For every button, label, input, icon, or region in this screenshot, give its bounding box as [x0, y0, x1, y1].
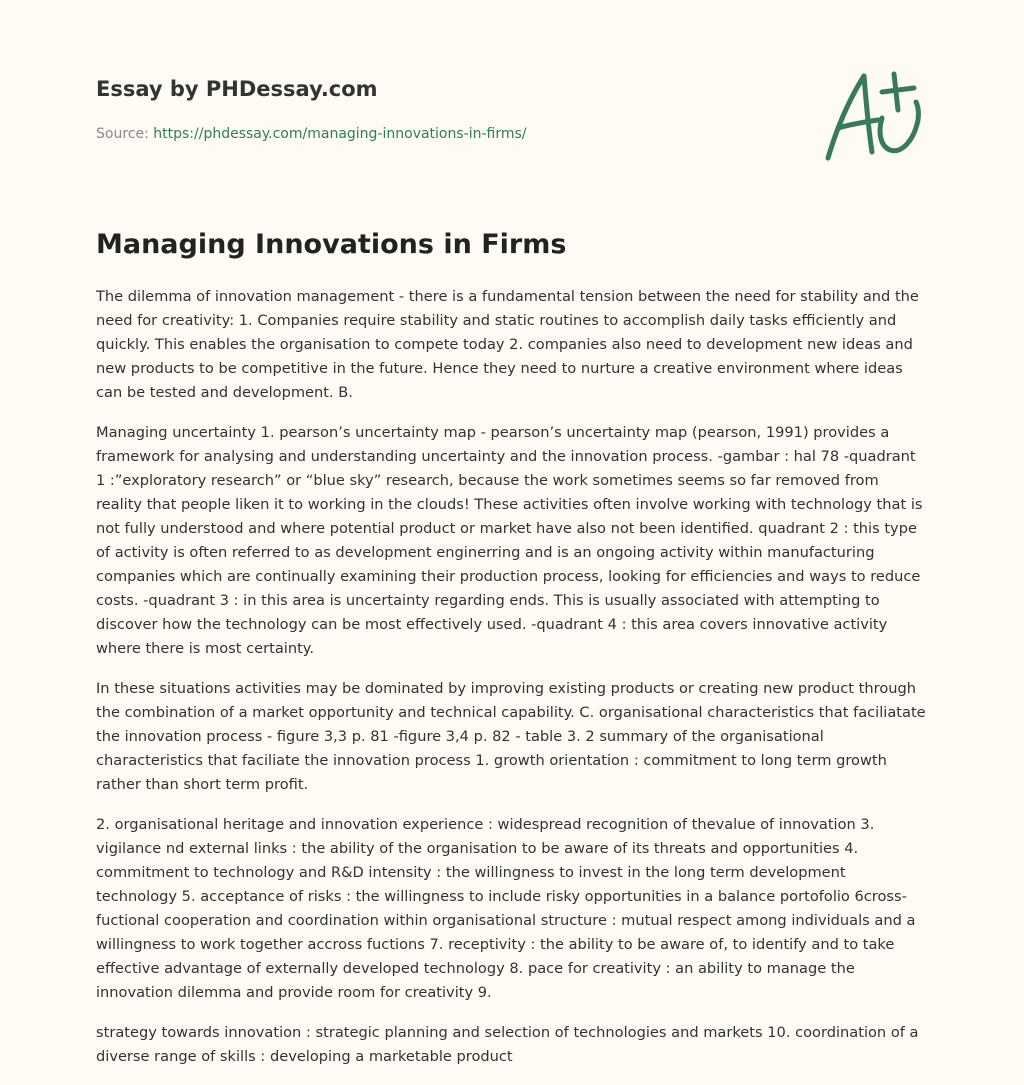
source-line — [96, 124, 796, 144]
essay-paragraph: The dilemma of innovation management - there is a fundamental tension between the need for stability and the need for creativity: 1. Companies require stability and static routines to accomplish daily tasks efficiently and quickly. This enables the organisation to compete today 2. companies also need to development new ideas and new products to be competitive in the future. Hence they need to nurture a creative environment where ideas can be tested and development. B. — [96, 288, 919, 401]
essay-paragraph: 2. organisational heritage and innovation experience : widespread recognition of thevalue of innovation 3. vigilance nd external links : the ability of the organisation to be aware of its threats and opportunities 4. commitment to technology and R&D intensity : the willingness to invest in the long term development technology 5. acceptance of risks : the willingness to include risky opportunities in a balance portofolio 6cross-fuctional cooperation and coordination within organisational structure : mutual respect among individuals and a willingness to work together accross fuctions 7. receptivity : the ability to be aware of, to identify and to take effective advantage of externally developed technology 8. pace for creativity : an ability to manage the innovation dilemma and provide room for creativity 9. — [96, 816, 916, 1001]
essay-paragraph: Managing uncertainty 1. pearson’s uncertainty map - pearson’s uncertainty map (pearson, 1991) provides a framework for analysing and understanding uncertainty and the innovation process. -gambar : hal 78 -quadrant 1 :”exploratory research” or “blue sky” research, because the work sometimes seems so far removed from reality that people liken it to working in the clouds! These activities often involve working with technology that is not fully understood and where potential product or market have also not been identified. quadrant 2 : this type of activity is often referred to as development enginerring and is an ongoing activity within manufacturing companies which are continually examining their production process, looking for efficiencies and ways to reduce costs. -quadrant 3 : in this area is uncertainty regarding ends. This is usually associated with attempting to discover how the technology can be most effectively used. -quadrant 4 : this area covers innovative activity where there is most certainty. — [96, 424, 923, 657]
essay-paragraph: strategy towards innovation : strategic planning and selection of technologies and markets 10. coordination of a diverse range of skills : developing a marketable product — [96, 1024, 919, 1065]
site-title: Essay by PHDessay.com — [96, 77, 378, 101]
essay-body — [96, 285, 928, 1085]
essay-paragraph: In these situations activities may be dominated by improving existing products or creating new product through the combination of a market opportunity and technical capability. C. organisational characteristics that faciliatate the innovation process - figure 3,3 p. 81 -figure 3,4 p. 82 - table 3. 2 summary of the organisational characteristics that faciliate the innovation process 1. growth orientation : commitment to long term growth rather than short term profit. — [96, 680, 926, 793]
source-link[interactable]: https://phdessay.com/managing-innovations-in-firms/ — [153, 126, 527, 142]
source-label: Source: — [96, 126, 154, 142]
essay-title: Managing Innovations in Firms — [96, 229, 567, 260]
page-header — [96, 74, 796, 144]
a-plus-grade-icon — [818, 66, 930, 166]
